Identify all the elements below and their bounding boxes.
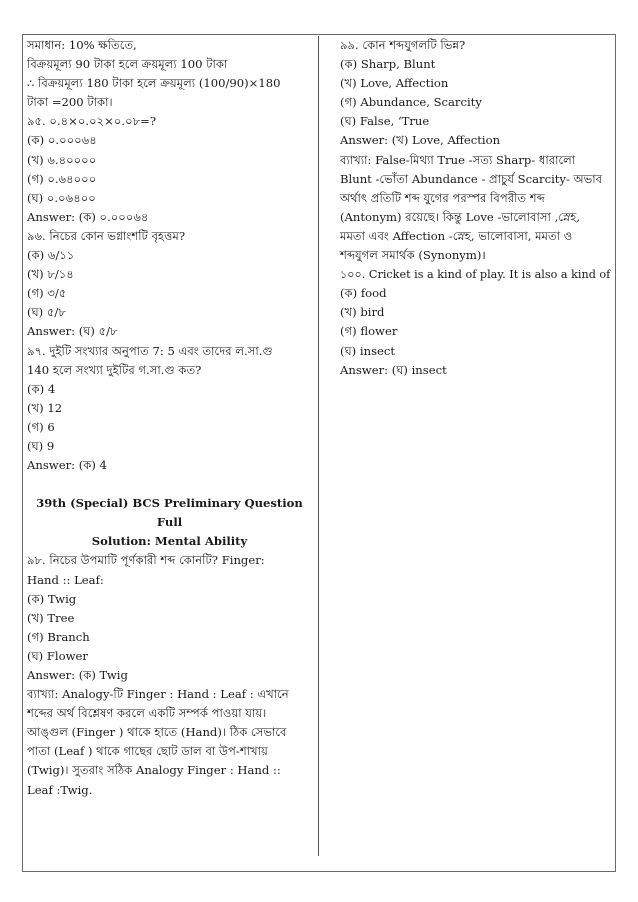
option-line: (ঘ) 9 — [27, 438, 55, 453]
explanation-line: ব্যাখ্যা: Analogy-টি Finger : Hand : Leaf : এখানে — [27, 687, 289, 702]
answer-line: Answer: (ঘ) ৫/৮ — [27, 324, 118, 339]
text-line: Hand :: Leaf: — [27, 572, 104, 587]
explanation-line: ব্যাখ্যা: False-মিথ্যা True -সত্য Sharp- ধারালো — [340, 152, 576, 167]
right-column — [340, 36, 612, 380]
explanation-line: Leaf :Twig. — [27, 782, 93, 797]
text-line: সমাধান: 10% ক্ষতিতে, — [27, 38, 137, 52]
option-line: (খ) Love, Affection — [340, 76, 449, 91]
explanation-line: মমতা এবং Affection -স্নেহ, ভালোবাসা, মমতা ও — [340, 228, 573, 243]
explanation-line: শব্দযুগল সমার্থক (Synonym)। — [340, 248, 486, 263]
column-divider — [318, 36, 319, 856]
option-line: (ক) ০.০০০৬৪ — [27, 133, 97, 148]
explanation-line: (Antonym) রয়েছে। কিন্তু Love -ভালোবাসা ,স্নেহ, — [340, 209, 581, 224]
question-98: ৯৮. নিচের উপমাটি পূর্ণকারী শব্দ কোনটি? Finger: — [27, 553, 265, 568]
answer-line: Answer: (ক) Twig — [27, 668, 128, 682]
left-lines-top — [27, 36, 312, 475]
answer-line: Answer: (ঘ) insect — [340, 362, 447, 377]
text-line: 140 হলে সংখ্যা দুইটির গ.সা.গু কত? — [27, 362, 202, 377]
option-line: (গ) Abundance, Scarcity — [340, 95, 482, 110]
question-100: ১০০. Cricket is a kind of play. It is also a kind of — [340, 268, 611, 282]
option-line: (ঘ) insect — [340, 343, 396, 358]
option-line: (ক) food — [340, 286, 387, 301]
text-line: বিক্রয়মূল্য 90 টাকা হলে ক্রয়মূল্য 100 টাকা — [27, 57, 228, 72]
option-line: (ক) Sharp, Blunt — [340, 57, 436, 72]
explanation-line: শব্দের অর্থ বিশ্লেষণ করলে একটি সম্পর্ক পাওয়া যায়। — [27, 706, 267, 721]
left-column — [27, 36, 312, 800]
option-line: (গ) flower — [340, 324, 398, 339]
option-line: (ঘ) ০.০৬৪০০ — [27, 190, 96, 205]
option-line: (ক) Twig — [27, 591, 77, 606]
option-line: (খ) Tree — [27, 610, 75, 625]
option-line: (গ) ৩/৫ — [27, 286, 67, 301]
question-99: ৯৯. কোন শব্দযুগলটি ভিন্ন? — [340, 38, 466, 52]
explanation-line: পাতা (Leaf ) থাকে গাছের ছোট ডাল বা উপ-শাখায় — [27, 744, 268, 759]
explanation-line: Blunt -ভোঁতা Abundance - প্রাচুর্য Scarcity- অভাব — [340, 171, 603, 186]
question-97: ৯৭. দুইটি সংখ্যার অনুপাত 7: 5 এবং তাদের ল.সা.গু — [27, 343, 273, 358]
section-heading — [27, 494, 312, 551]
option-line: (ঘ) ৫/৮ — [27, 305, 66, 320]
option-line: (ঘ) False, ‘True — [340, 114, 430, 129]
option-line: (গ) 6 — [27, 419, 55, 434]
option-line: (গ) ০.৬৪০০০ — [27, 171, 97, 186]
question-96: ৯৬. নিচের কোন ভগ্নাংশটি বৃহত্তম? — [27, 228, 186, 243]
section-heading-line: 39th (Special) BCS Preliminary Question Full — [36, 496, 303, 530]
explanation-line: অর্থাৎ প্রতিটি শব্দ যুগের পরস্পর বিপরীত শব্দ — [340, 190, 545, 205]
explanation-line: আঙ্গুল (Finger ) থাকে হাতে (Hand)। ঠিক সেভাবে — [27, 725, 287, 740]
answer-line: Answer: (ক) 4 — [27, 458, 107, 473]
option-line: (খ) 12 — [27, 400, 63, 415]
spacer — [27, 475, 312, 494]
option-line: (ক) 4 — [27, 381, 56, 396]
text-line: ∴ বিক্রয়মূল্য 180 টাকা হলে ক্রয়মূল্য (100/90)×180 — [27, 76, 281, 91]
left-lines-bottom — [27, 551, 312, 799]
explanation-line: (Twig)। সুতরাং সঠিক Analogy Finger : Hand :: — [27, 763, 281, 778]
option-line: (ঘ) Flower — [27, 648, 88, 663]
answer-line: Answer: (খ) Love, Affection — [340, 133, 501, 148]
option-line: (খ) bird — [340, 305, 385, 320]
answer-line: Answer: (ক) ০.০০০৬৪ — [27, 209, 149, 224]
option-line: (ক) ৬/১১ — [27, 248, 75, 263]
text-line: টাকা =200 টাকা। — [27, 95, 113, 110]
question-95: ৯৫. ০.৪×০.০২×০.০৮=? — [27, 114, 157, 129]
option-line: (খ) ৮/১৪ — [27, 267, 74, 282]
section-heading-line: Solution: Mental Ability — [91, 534, 248, 549]
option-line: (খ) ৬.৪০০০০ — [27, 152, 97, 167]
option-line: (গ) Branch — [27, 629, 90, 644]
